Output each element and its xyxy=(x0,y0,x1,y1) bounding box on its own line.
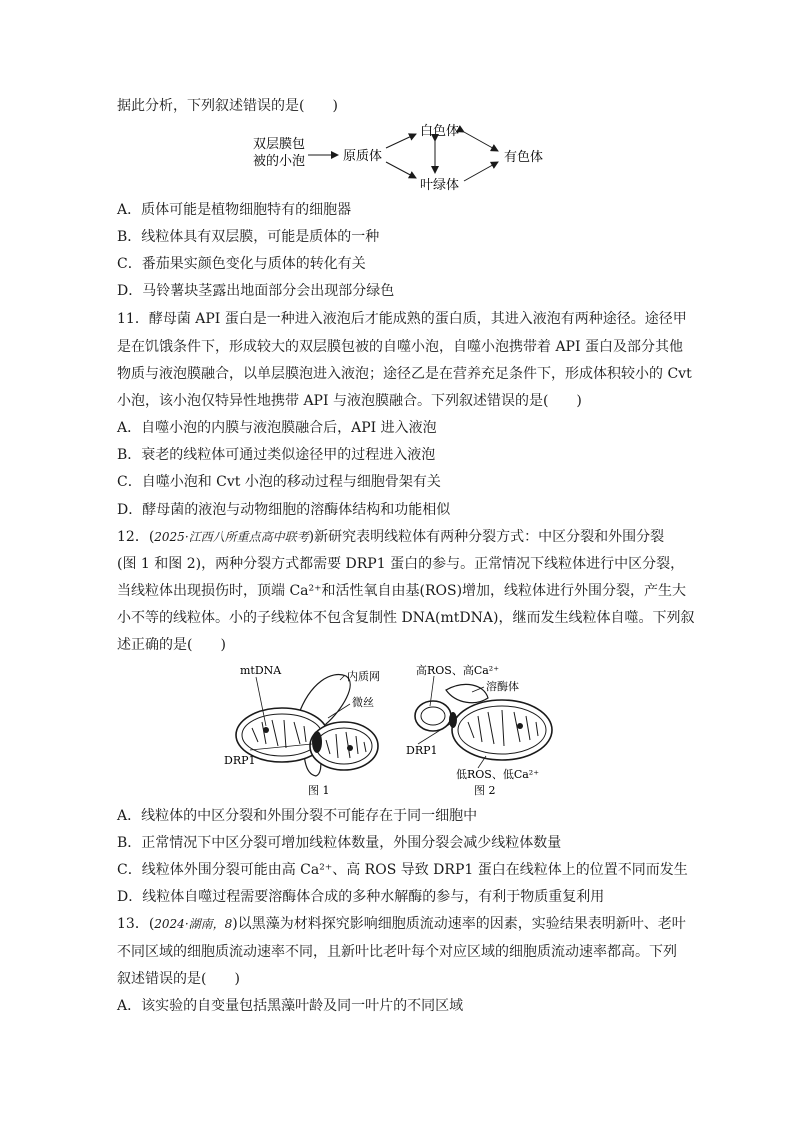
caption-figure-2: 图 2 xyxy=(474,784,496,797)
label-drp1-fig2: DRP1 xyxy=(406,744,438,757)
q11-stem-line-1: 11．酵母菌 API 蛋白是一种进入液泡后才能成熟的蛋白质，其进入液泡有两种途径。途径甲 xyxy=(117,311,687,327)
figure-2-peripheral-fission xyxy=(406,663,552,797)
arrow-chloroplast-chromoplast xyxy=(464,162,498,181)
q11-option-a: A．自噬小泡的内膜与液泡膜融合后，API 进入液泡 xyxy=(117,420,437,436)
label-microfilament: 微丝 xyxy=(352,696,374,709)
q10-option-b: B．线粒体具有双层膜，可能是质体的一种 xyxy=(117,229,380,245)
q12-option-d: D．线粒体自噬过程需要溶酶体合成的多种水解酶的参与，有利于物质重复利用 xyxy=(117,889,605,905)
q11-option-b: B．衰老的线粒体可通过类似途径甲的过程进入液泡 xyxy=(117,447,436,463)
label-mtdna: mtDNA xyxy=(240,664,282,677)
q12-stem-line-5: 述正确的是( ) xyxy=(117,637,226,653)
q10-stem: 据此分析，下列叙述错误的是( ) xyxy=(117,98,338,114)
q11-stem-line-4: 小泡，该小泡仅特异性地携带 API 与液泡膜融合。下列叙述错误的是( ) xyxy=(117,393,582,409)
q12-number: 12．( xyxy=(117,529,155,545)
figure-1-midzone-fission xyxy=(224,664,380,797)
q13-number: 13．( xyxy=(117,916,155,932)
label-high-ros-ca: 高ROS、高Ca²⁺ xyxy=(416,664,500,677)
q10-option-c: C．番茄果实颜色变化与质体的转化有关 xyxy=(117,256,366,272)
q12-option-a: A．线粒体的中区分裂和外围分裂不可能存在于同一细胞中 xyxy=(117,808,478,824)
q11-option-d: D．酵母菌的液泡与动物细胞的溶酶体结构和功能相似 xyxy=(117,502,451,518)
q11-stem-line-2: 是在饥饿条件下，形成较大的双层膜包被的自噬小泡，自噬小泡携带着 API 蛋白及部分其他 xyxy=(117,339,683,355)
q10-option-d: D．马铃薯块茎露出地面部分会出现部分绿色 xyxy=(117,283,395,299)
q13-option-a: A．该实验的自变量包括黑藻叶龄及同一叶片的不同区域 xyxy=(117,998,464,1014)
q11-stem-line-3: 物质与液泡膜融合，以单层膜泡进入液泡；途径乙是在营养充足条件下，形成体积较小的 Cvt xyxy=(117,366,692,382)
vesicle-label-2: 被的小泡 xyxy=(253,154,306,169)
caption-figure-1: 图 1 xyxy=(308,784,330,797)
q12-stem-line-1 xyxy=(117,527,664,547)
q11-option-c: C．自噬小泡和 Cvt 小泡的移动过程与细胞骨架有关 xyxy=(117,474,441,490)
q13-stem-line-1 xyxy=(117,914,686,934)
q12-source: 2025·江西八所重点高中联考 xyxy=(154,530,309,544)
mitochondria-fission-figure xyxy=(220,660,560,800)
q12-stem-line-3: 当线粒体出现损伤时，顶端 Ca²⁺和活性氧自由基(ROS)增加，线粒体进行外围分裂，产生大 xyxy=(117,583,687,599)
arrow-proplastid-to-chloroplast xyxy=(386,162,416,178)
q13-stem-line-2: 不同区域的细胞质流动速率不同，且新叶比老叶每个对应区域的细胞质流动速率都高。下列 xyxy=(117,944,677,960)
drp1-ring-1 xyxy=(312,731,322,753)
label-low-ros-ca: 低ROS、低Ca²⁺ xyxy=(456,768,540,781)
chromoplast-label: 有色体 xyxy=(504,150,544,165)
proplastid-label: 原质体 xyxy=(343,149,383,164)
lysosome xyxy=(446,684,488,702)
plastid-conversion-diagram xyxy=(248,118,558,198)
drp1-ring-2 xyxy=(449,712,457,728)
q12-option-b: B．正常情况下中区分裂可增加线粒体数量，外围分裂会减少线粒体数量 xyxy=(117,835,562,851)
leucoplast-label: 白色体 xyxy=(420,124,460,139)
q10-option-a: A．质体可能是植物细胞特有的细胞器 xyxy=(117,202,352,218)
vesicle-label-1: 双层膜包 xyxy=(253,137,306,152)
chloroplast-label: 叶绿体 xyxy=(420,178,460,193)
arrow-proplastid-to-leucoplast xyxy=(386,134,416,148)
label-lysosome: 溶酶体 xyxy=(486,680,519,693)
q13-stem-first-rest: )以黑藻为材料探究影响细胞质流动速率的因素，实验结果表明新叶、老叶 xyxy=(232,916,686,932)
label-drp1-fig1: DRP1 xyxy=(224,754,256,767)
q12-stem-line-2: (图 1 和图 2)，两种分裂方式都需要 DRP1 蛋白的参与。正常情况下线粒体进行中区分裂， xyxy=(117,556,685,572)
q12-option-c: C．线粒体外围分裂可能由高 Ca²⁺、高 ROS 导致 DRP1 蛋白在线粒体上的位置不同而发生 xyxy=(117,862,688,878)
q13-stem-line-3: 叙述错误的是( ) xyxy=(117,971,240,987)
q12-stem-first-rest: )新研究表明线粒体有两种分裂方式：中区分裂和外围分裂 xyxy=(308,529,665,545)
q12-stem-line-4: 小不等的线粒体。小的子线粒体不包含复制性 DNA(mtDNA)，继而发生线粒体自噬。下列叙 xyxy=(117,610,695,626)
q13-source: 2024·湖南，8 xyxy=(154,917,233,931)
label-er: 内质网 xyxy=(347,670,380,683)
arrow-leucoplast-chromoplast xyxy=(464,132,498,151)
